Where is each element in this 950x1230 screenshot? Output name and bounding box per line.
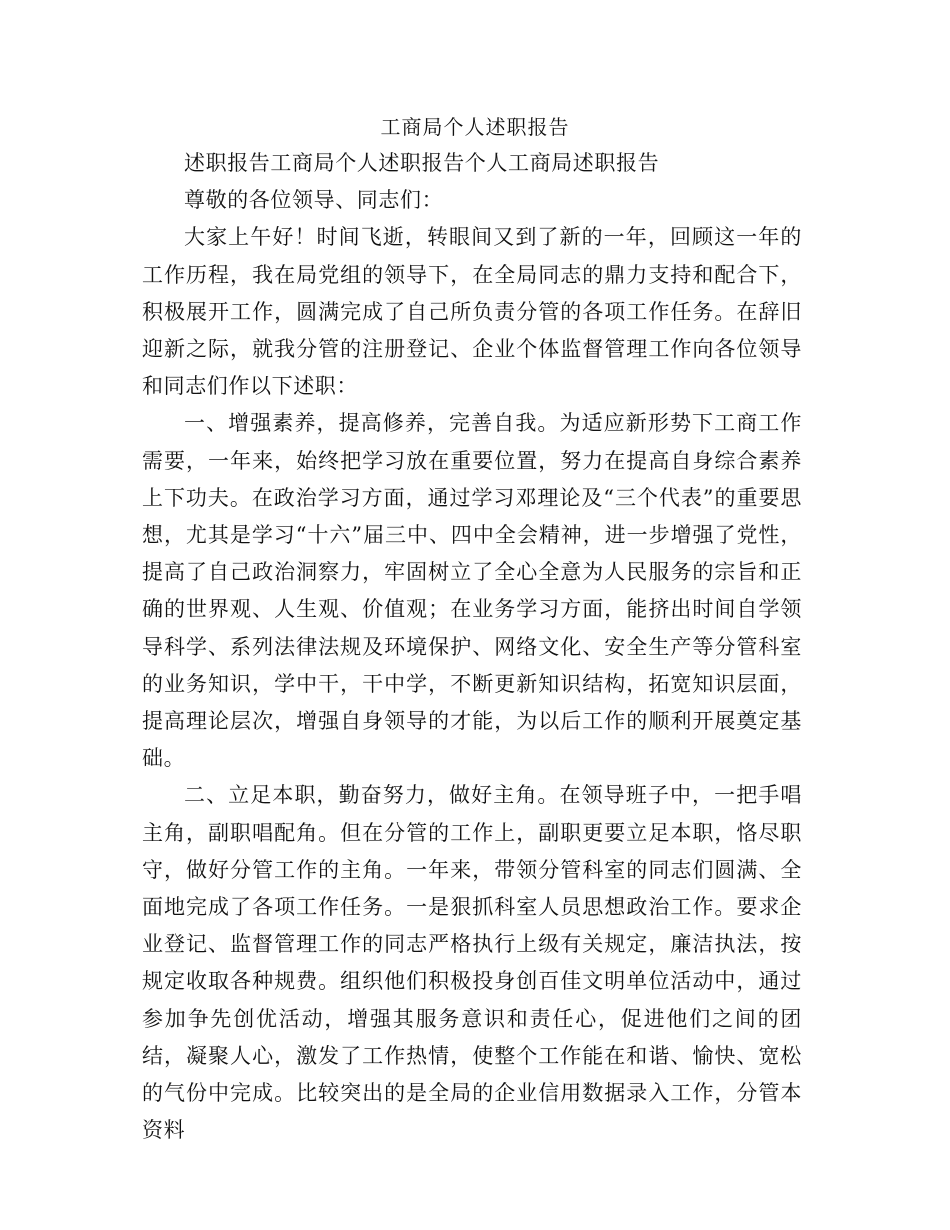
paragraph-intro: 大家上午好！时间飞逝，转眼间又到了新的一年，回顾这一年的工作历程，我在局党组的领导下，在全局同志的鼎力支持和配合下，积极展开工作，圆满完成了自己所负责分管的各项工作任务。在辞旧迎新之际，就我分管的注册登记、企业个体监督管理工作向各位领导和同志们作以下述职： — [142, 225, 802, 399]
document-title: 工商局个人述职报告 — [380, 115, 570, 139]
paragraph-section-two: 二、立足本职，勤奋努力，做好主角。在领导班子中，一把手唱主角，副职唱配角。但在分管的工作上，副职更要立足本职，恪尽职守，做好分管工作的主角。一年来，带领分管科室的同志们圆满、全面地完成了各项工作任务。一是狠抓科室人员思想政治工作。要求企业登记、监督管理工作的同志严格执行上级有关规定，廉洁执法，按规定收取各种规费。组织他们积极投身创百佳文明单位活动中，通过参加争先创优活动，增强其服务意识和责任心，促进他们之间的团结，凝聚人心，激发了工作热情，使整个工作能在和谐、愉快、宽松的气份中完成。比较突出的是全局的企业信用数据录入工作，分管本资料 — [142, 783, 802, 1143]
document-body — [142, 145, 802, 1149]
paragraph-salutation: 尊敬的各位领导、同志们： — [184, 188, 444, 213]
paragraph-subtitle: 述职报告工商局个人述职报告个人工商局述职报告 — [184, 151, 660, 175]
paragraph-section-one: 一、增强素养，提高修养，完善自我。为适应新形势下工商工作需要，一年来，始终把学习放在重要位置，努力在提高自身综合素养上下功夫。在政治学习方面，通过学习邓理论及“三个代表”的重要思想，尤其是学习“十六”届三中、四中全会精神，进一步增强了党性，提高了自己政治洞察力，牢固树立了全心全意为人民服务的宗旨和正确的世界观、人生观、价值观；在业务学习方面，能挤出时间自学领导科学、系列法律法规及环境保护、网络文化、安全生产等分管科室的业务知识，学中干，干中学，不断更新知识结构，拓宽知识层面，提高理论层次，增强自身领导的才能，为以后工作的顺利开展奠定基础。 — [142, 411, 802, 771]
